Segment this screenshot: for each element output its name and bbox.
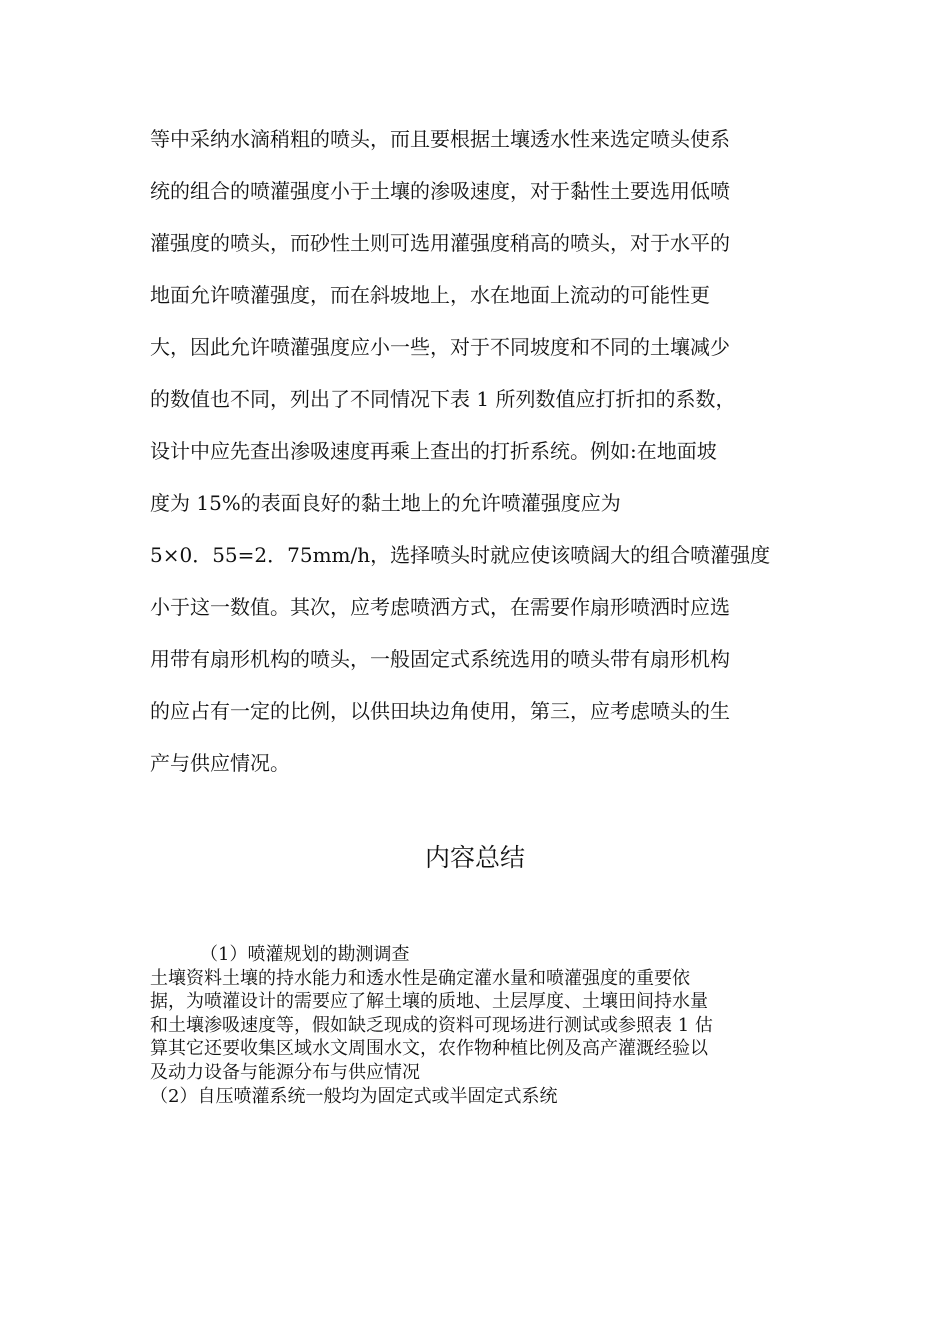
summary-item-1-heading: （1）喷灌规划的勘测调查 [200,944,410,965]
paragraph-line: 的应占有一定的比例，以供田块边角使用，第三，应考虑喷头的生 [150,699,730,723]
paragraph-line: 地面允许喷灌强度，而在斜坡地上，水在地面上流动的可能性更 [150,283,710,307]
summary-item-1-line: 土壤资料土壤的持水能力和透水性是确定灌水量和喷灌强度的重要依 [150,967,690,989]
summary-item-1-line: 和土壤渗吸速度等，假如缺乏现成的资料可现场进行测试或参照表 1 估 [150,1014,713,1036]
paragraph-line: 统的组合的喷灌强度小于土壤的渗吸速度，对于黏性土要选用低喷 [150,179,730,203]
summary-item-1-line: 算其它还要收集区域水文周围水文，农作物种植比例及高产灌溉经验以 [150,1038,708,1060]
paragraph-line: 度为 15%的表面良好的黏土地上的允许喷灌强度应为 [150,491,621,515]
paragraph-line: 等中采纳水滴稍粗的喷头，而且要根据土壤透水性来选定喷头使系 [150,127,730,151]
paragraph-line: 用带有扇形机构的喷头，一般固定式系统选用的喷头带有扇形机构 [150,647,730,671]
main-paragraph [150,113,810,789]
summary-item-1-line: 及动力设备与能源分布与供应情况 [150,1061,420,1083]
paragraph-line: 产与供应情况。 [150,751,290,775]
section-title: 内容总结 [424,843,525,872]
paragraph-line: 5×0．55=2．75mm/h，选择喷头时就应使该喷阔大的组合喷灌强度 [150,543,771,567]
paragraph-line: 大，因此允许喷灌强度应小一些，对于不同坡度和不同的土壤减少 [150,335,730,359]
summary-item-1-line: 据，为喷灌设计的需要应了解土壤的质地、土层厚度、土壤田间持水量 [150,991,708,1013]
paragraph-line: 的数值也不同，列出了不同情况下表 1 所列数值应打折扣的系数， [150,387,736,411]
summary-item-2-heading: （2）自压喷灌系统一般均为固定式或半固定式系统 [150,1085,558,1107]
paragraph-line: 小于这一数值。其次，应考虑喷洒方式，在需要作扇形喷洒时应选 [150,595,730,619]
paragraph-line: 灌强度的喷头，而砂性土则可选用灌强度稍高的喷头，对于水平的 [150,231,730,255]
paragraph-line: 设计中应先查出渗吸速度再乘上查出的打折系统。例如:在地面坡 [150,439,717,463]
summary-block [150,943,810,1108]
